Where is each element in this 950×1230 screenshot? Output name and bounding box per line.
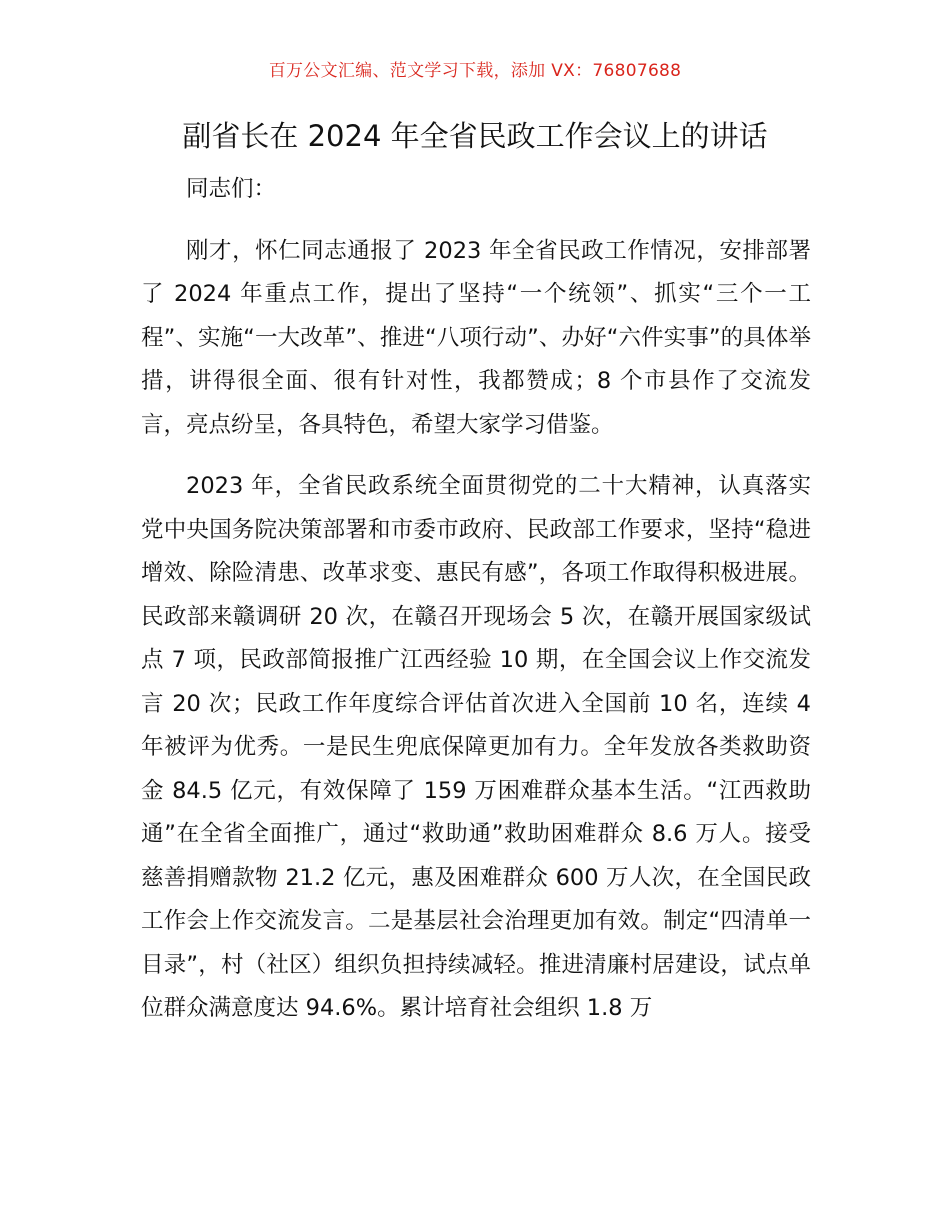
paragraph-2: 2023 年，全省民政系统全面贯彻党的二十大精神，认真落实党中央国务院决策部署和市委市政府、民政部工作要求，坚持“稳进增效、除险清患、改革求变、惠民有感”，各项工作取得积极进展。民政部来赣调研 20 次，在赣召开现场会 5 次，在赣开展国家级试点 7 项，民政部简报推广江西经验 10 期，在全国会议上作交流发言 20 次；民政工作年度综合评估首次进入全国前 10 名，连续 4 年被评为优秀。一是民生兜底保障更加有力。全年发放各类救助资金 84.5 亿元，有效保障了 159 万困难群众基本生活。“江西救助通”在全省全面推广，通过“救助通”救助困难群众 8.6 万人。接受慈善捐赠款物 21.2 亿元，惠及困难群众 600 万人次，在全国民政工作会上作交流发言。二是基层社会治理更加有效。制定“四清单一目录”，村（社区）组织负担持续减轻。推进清廉村居建设，试点单位群众满意度达 94.6%。累计培育社会组织 1.8 万 (141, 473, 811, 1021)
greeting: 同志们： (186, 176, 277, 202)
watermark-header: 百万公文汇编、范文学习下载，添加 VX：76807688 (268, 61, 682, 81)
document-body (141, 168, 811, 1031)
page-title: 副省长在 2024 年全省民政工作会议上的讲话 (182, 119, 768, 153)
paragraph-1: 刚才，怀仁同志通报了 2023 年全省民政工作情况，安排部署了 2024 年重点工作，提出了坚持“一个统领”、抓实“三个一工程”、实施“一大改革”、推进“八项行动”、办好“六件实事”的具体举措，讲得很全面、很有针对性，我都赞成；8 个市县作了交流发言，亮点纷呈，各具特色，希望大家学习借鉴。 (141, 237, 811, 438)
